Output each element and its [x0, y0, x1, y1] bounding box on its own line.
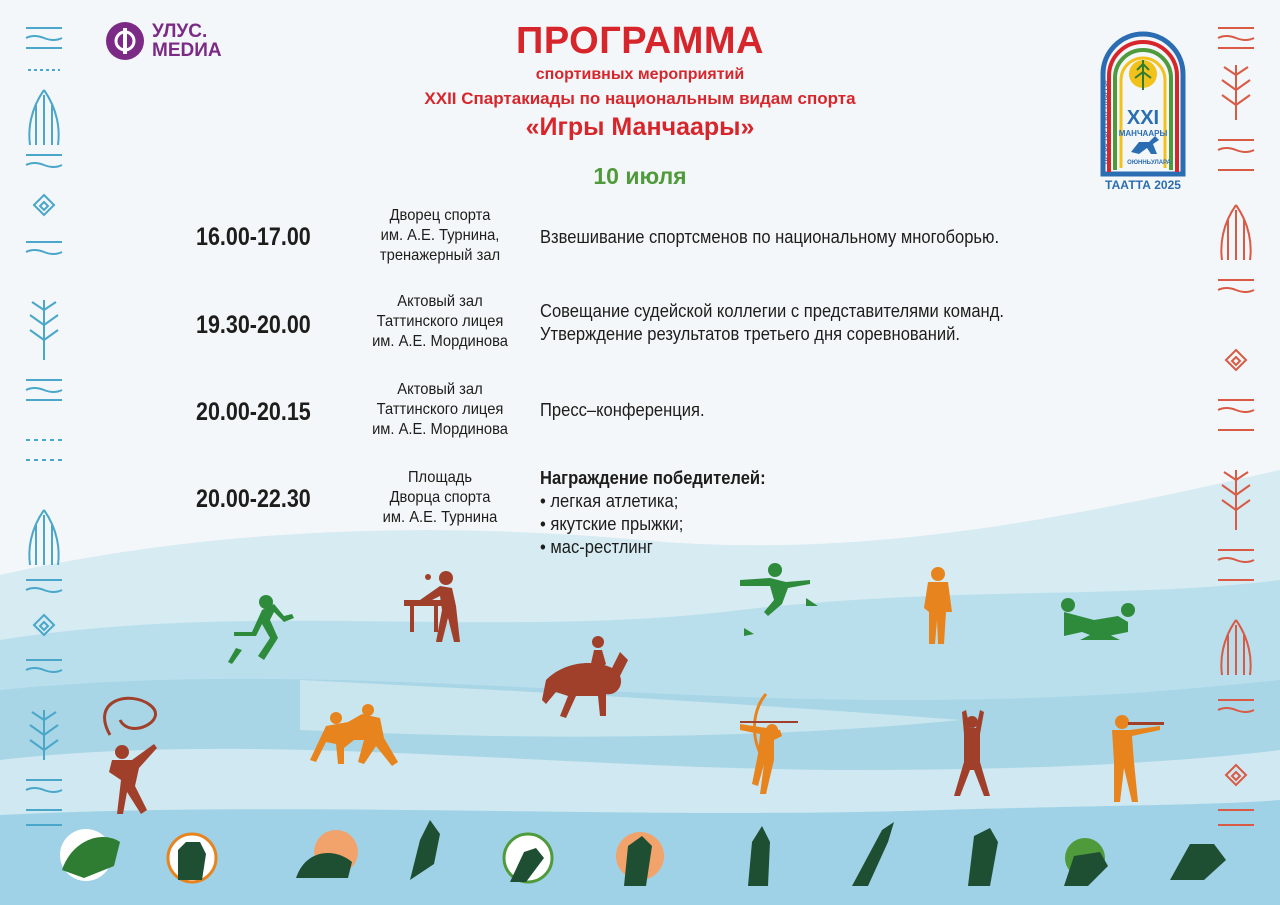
place-line: им. А.Е. Турнина: [382, 509, 498, 526]
subtitle-line2: XXII Спартакиады по национальным видам спорта: [424, 89, 856, 108]
schedule-desc-2: [540, 300, 1055, 346]
sport-badges-row: [60, 820, 1226, 886]
place-line: Таттинского лицея: [376, 313, 504, 330]
schedule-time-4: 20.00-22.30: [196, 485, 311, 513]
desc-title: Награждение победителей:: [540, 468, 766, 488]
logo-text-line1: УЛУС.: [152, 21, 208, 42]
desc-line: • якутские прыжки;: [540, 514, 684, 534]
freestyle-wrestling-icon: [310, 704, 398, 766]
event-date: 10 июля: [593, 163, 687, 189]
subtitle-line1: спортивных мероприятий: [535, 66, 745, 83]
place-line: Дворца спорта: [389, 489, 491, 506]
event-name: «Игры Манчаары»: [525, 113, 755, 141]
emblem-name: МАНЧААРЫ: [1118, 129, 1168, 138]
sport-silhouettes: [0, 560, 1280, 905]
place-line: Таттинского лицея: [376, 401, 504, 418]
desc-line: Совещание судейской коллегии с представителями команд.: [540, 301, 1004, 321]
desc-line: • легкая атлетика;: [540, 491, 679, 511]
schedule-time-2: 19.30-20.00: [196, 311, 311, 339]
football-kick-icon: [740, 563, 818, 636]
horse-racing-icon: [542, 636, 628, 718]
emblem-lower-text: ОЮННЬУЛАРА: [1127, 160, 1171, 166]
wrestler-standing-icon: [924, 567, 952, 644]
place-line: Площадь: [407, 469, 473, 486]
ulus-media-logo[interactable]: [106, 22, 222, 60]
schedule-place-3: [357, 380, 523, 440]
archery-icon: [740, 694, 798, 794]
place-line: им. А.Е. Мординова: [372, 421, 508, 438]
place-line: Актовый зал: [397, 293, 483, 310]
schedule-desc-1: [540, 226, 1055, 249]
runner-icon: [228, 595, 294, 664]
place-line: тренажерный зал: [379, 247, 501, 264]
desc-line: Взвешивание спортсменов по национальному многоборью.: [540, 227, 1000, 247]
table-tennis-icon: [404, 571, 460, 642]
schedule-place-4: [357, 468, 523, 528]
desc-line: Утверждение результатов третьего дня соревнований.: [540, 324, 960, 344]
logo-text: [152, 22, 222, 60]
manchaary-games-emblem: [1097, 24, 1189, 194]
ribbon-dance-icon: [105, 698, 157, 814]
logo-text-line2: МЕDИА: [152, 40, 222, 61]
emblem-arc-text: НУРЭС ТӨРҮТ КҮРҮҮНЭРГЭР: [1103, 78, 1109, 164]
place-line: Актовый зал: [397, 381, 483, 398]
mas-wrestling-icon: [1061, 598, 1135, 640]
page-title: ПРОГРАММА: [516, 20, 764, 62]
emblem-place-year: ТААТТА 2025: [1105, 178, 1181, 192]
place-line: им. А.Е. Мординова: [372, 333, 508, 350]
place-line: им. А.Е. Турнина,: [380, 227, 500, 244]
standing-jump-icon: [954, 710, 990, 796]
desc-line: Пресс–конференция.: [540, 400, 705, 420]
schedule-place-2: [357, 292, 523, 352]
shooting-icon: [1112, 715, 1164, 802]
emblem-roman: XXI: [1126, 107, 1160, 129]
schedule-desc-4: [540, 467, 1055, 559]
desc-line: • мас-рестлинг: [540, 537, 653, 557]
ulus-media-logo-icon: [106, 22, 144, 60]
schedule-place-1: [357, 206, 523, 266]
schedule-time-3: 20.00-20.15: [196, 398, 311, 426]
schedule-desc-3: [540, 399, 1055, 422]
place-line: Дворец спорта: [389, 207, 491, 224]
schedule-time-1: 16.00-17.00: [196, 223, 311, 251]
